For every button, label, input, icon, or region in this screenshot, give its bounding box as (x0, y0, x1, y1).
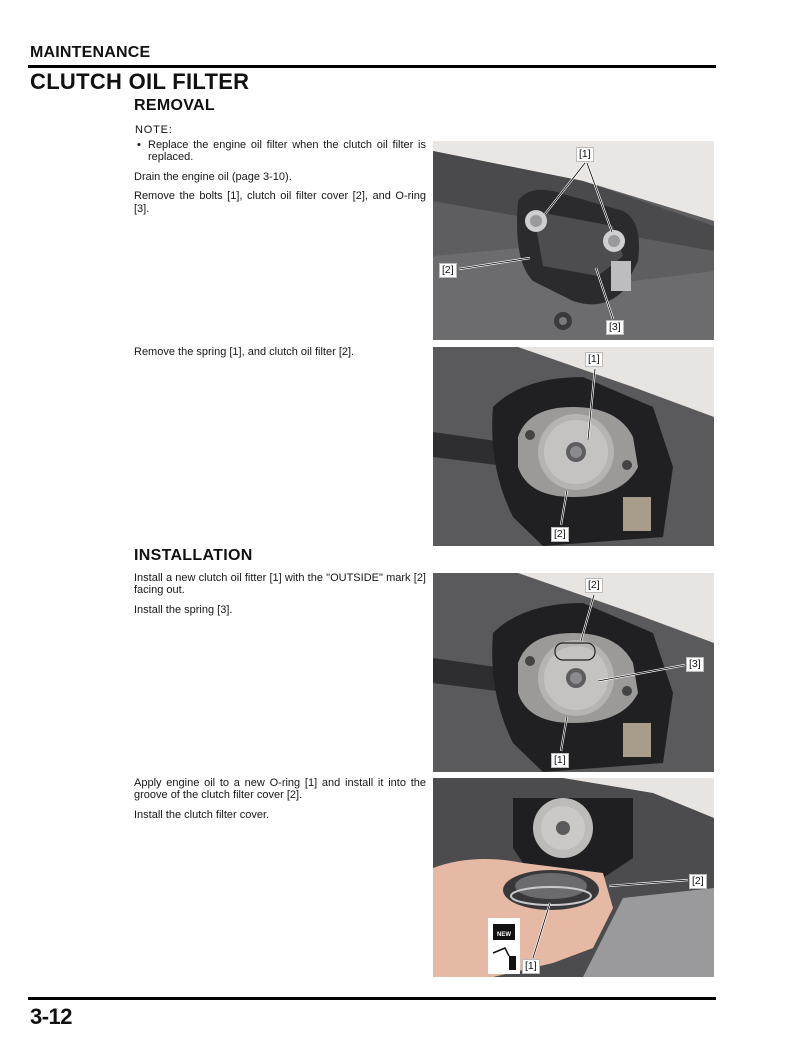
removal-step-remove-spring (134, 346, 426, 365)
removal-step-remove-cover: Remove the bolts [1], clutch oil filter cover [2], and O-ring [3]. (134, 190, 426, 215)
photo-illustration (433, 347, 714, 546)
callout-2: [2] (689, 874, 707, 889)
callout-1: [1] (551, 753, 569, 768)
installation-instructions-2 (134, 777, 426, 828)
footer-rule (28, 997, 716, 1000)
removal-instructions (134, 139, 426, 222)
filter-cover-bolts-photo (433, 141, 714, 340)
section-label: MAINTENANCE (30, 44, 151, 61)
install-step-oring: Apply engine oil to a new O-ring [1] and install it into the groove of the clutch filter cover [2]. (134, 777, 426, 802)
spring-and-filter-photo (433, 347, 714, 546)
callout-2: [2] (439, 263, 457, 278)
callout-1: [1] (585, 352, 603, 367)
header-rule (28, 65, 716, 68)
callout-3: [3] (686, 657, 704, 672)
installation-heading: INSTALLATION (134, 547, 253, 564)
install-step-spring: Install the spring [3]. (134, 603, 233, 616)
page-title: CLUTCH OIL FILTER (30, 69, 250, 94)
note-text: Replace the engine oil filter when the clutch oil filter is replaced. (148, 139, 426, 164)
filter-installation-photo (433, 573, 714, 772)
removal-heading: REMOVAL (134, 97, 215, 114)
o-ring-cover-photo (433, 778, 714, 977)
callout-2: [2] (585, 578, 603, 593)
callout-3: [3] (606, 320, 624, 335)
install-step-filter: Install a new clutch oil fitter [1] with the "OUTSIDE" mark [2] facing out. (134, 572, 426, 597)
callout-2: [2] (551, 527, 569, 542)
removal-step-drain-oil: Drain the engine oil (page 3-10). (134, 170, 292, 183)
callout-1: [1] (576, 147, 594, 162)
note-item (134, 139, 426, 164)
photo-illustration (433, 141, 714, 340)
callout-1: [1] (522, 959, 540, 974)
bullet-marker: • (137, 139, 141, 151)
installation-instructions-1 (134, 572, 426, 623)
photo-illustration (433, 573, 714, 772)
photo-illustration (433, 778, 714, 977)
install-step-cover: Install the clutch filter cover. (134, 808, 270, 821)
new-part-icon-text: NEW (497, 932, 511, 938)
removal-step-text: Remove the spring [1], and clutch oil filter [2]. (134, 346, 355, 358)
note-label: NOTE: (135, 124, 173, 136)
page-number: 3-12 (30, 1004, 73, 1029)
